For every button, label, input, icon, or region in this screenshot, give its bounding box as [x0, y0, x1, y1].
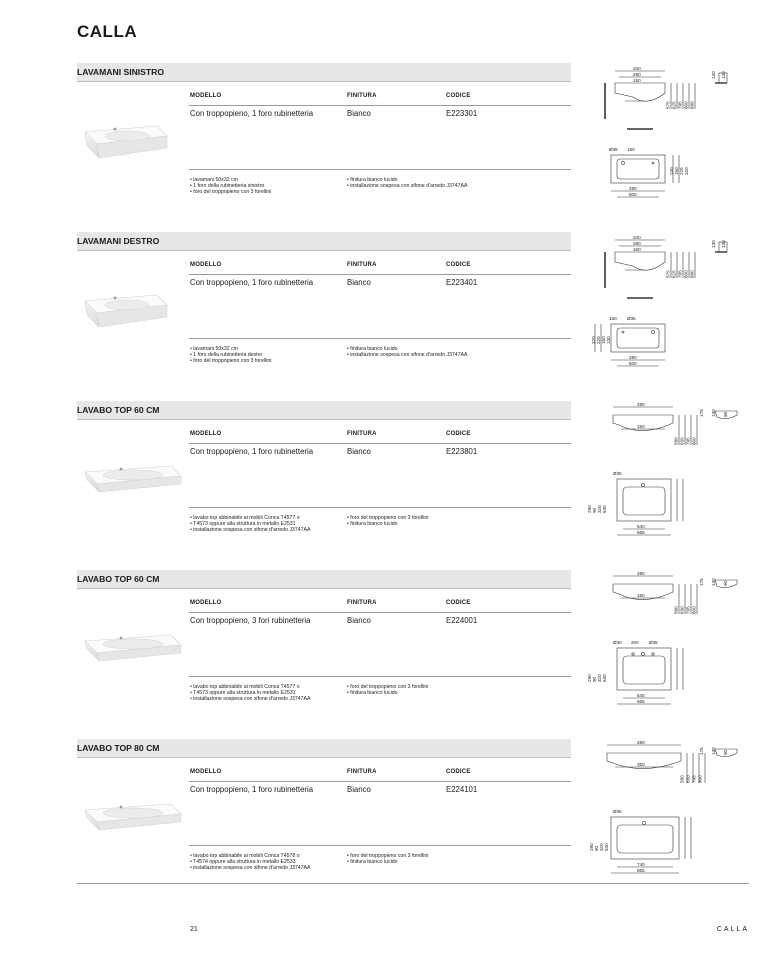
svg-text:150: 150 — [601, 336, 606, 344]
section-header — [77, 739, 571, 758]
svg-text:795: 795 — [677, 101, 683, 109]
finish-value: Bianco — [347, 785, 371, 794]
model-value: Con troppopieno, 3 fori rubinetteria — [190, 616, 311, 625]
notes-left — [190, 177, 271, 196]
basin-image — [81, 287, 183, 339]
svg-text:630: 630 — [685, 775, 691, 783]
footer-brand: CALLA — [716, 926, 749, 933]
notes-divider — [189, 676, 571, 677]
note-item: • T4573 oppure alla struttura in metallo E2531 — [190, 690, 310, 696]
product-section — [77, 570, 749, 735]
svg-text:665: 665 — [637, 699, 645, 704]
section-header — [77, 401, 571, 420]
svg-text:130: 130 — [711, 240, 716, 248]
notes-right — [347, 684, 428, 696]
note-item: • installazione sospesa con sifone d'arredo J3747AA — [190, 865, 310, 871]
technical-drawing — [587, 401, 747, 551]
note-item: • lavabo top abbinabile ai mobili Conca T4578 o — [190, 853, 310, 859]
notes-divider — [189, 507, 571, 508]
svg-text:320: 320 — [597, 674, 602, 682]
svg-text:130: 130 — [669, 167, 674, 175]
finish-value: Bianco — [347, 447, 371, 456]
svg-text:280: 280 — [629, 186, 637, 191]
column-finish-header: FINITURA — [347, 600, 377, 606]
model-value: Con troppopieno, 1 foro rubinetteria — [190, 785, 314, 794]
svg-text:290: 290 — [587, 505, 592, 513]
svg-text:340: 340 — [633, 235, 641, 240]
svg-text:795: 795 — [691, 775, 697, 783]
code-value: E223401 — [446, 278, 478, 287]
note-item: • lavamani 50x32 cm — [190, 346, 271, 352]
svg-text:740: 740 — [637, 862, 645, 867]
note-item: • foro del troppopieno con 3 forellini — [347, 684, 428, 690]
column-code-header: CODICE — [446, 769, 471, 775]
svg-text:130: 130 — [721, 240, 726, 248]
note-item: • installazione sospesa con sifone d'arredo J3747AA — [347, 352, 467, 358]
svg-text:225: 225 — [596, 336, 601, 344]
column-code-header: CODICE — [446, 262, 471, 268]
code-value: E224001 — [446, 616, 478, 625]
note-item: • T4573 oppure alla struttura in metallo E2531 — [190, 521, 310, 527]
svg-text:320: 320 — [599, 843, 604, 851]
drawing-panel — [587, 570, 747, 725]
svg-text:90: 90 — [594, 845, 599, 851]
finish-value: Bianco — [347, 616, 371, 625]
section-header — [77, 570, 571, 589]
svg-text:540: 540 — [602, 674, 607, 682]
svg-text:500: 500 — [629, 361, 637, 366]
technical-drawing — [587, 232, 747, 382]
svg-text:175: 175 — [699, 578, 704, 586]
notes-right — [347, 177, 467, 189]
product-thumbnail — [81, 623, 183, 675]
svg-text:280: 280 — [633, 241, 641, 246]
code-value: E223301 — [446, 109, 478, 118]
product-thumbnail — [81, 287, 183, 339]
section-header — [77, 232, 571, 251]
column-code-header: CODICE — [446, 431, 471, 437]
note-item: • lavabo top abbinabile ai mobili Conca T4577 o — [190, 684, 310, 690]
svg-text:350: 350 — [637, 762, 645, 767]
basin-image — [81, 792, 183, 844]
finish-value: Bianco — [347, 109, 371, 118]
svg-text:795: 795 — [685, 606, 691, 614]
svg-text:625: 625 — [671, 270, 677, 278]
notes-right — [347, 515, 428, 527]
notes-right — [347, 853, 428, 865]
note-item: • finitura bianco lucido — [347, 690, 428, 696]
svg-text:Ø35: Ø35 — [609, 147, 618, 152]
note-item: • finitura bianco lucido — [347, 521, 428, 527]
note-item: • installazione sospesa con sifone d'arredo J3747AA — [190, 527, 310, 533]
section-title: LAVAMANI DESTRO — [77, 236, 160, 246]
svg-text:225: 225 — [679, 167, 684, 175]
notes-left — [190, 853, 310, 872]
svg-text:280: 280 — [637, 740, 645, 745]
column-code-header: CODICE — [446, 600, 471, 606]
svg-text:800: 800 — [683, 101, 689, 109]
svg-text:130: 130 — [711, 71, 716, 79]
section-title: LAVABO TOP 60 CM — [77, 405, 160, 415]
note-item: • lavamani 50x32 cm — [190, 177, 271, 183]
column-code-header: CODICE — [446, 93, 471, 99]
svg-text:800: 800 — [691, 606, 697, 614]
svg-text:575: 575 — [665, 270, 671, 278]
product-section — [77, 401, 749, 566]
note-item: • foro del troppopieno con 3 forellini — [190, 358, 271, 364]
notes-divider — [189, 845, 571, 846]
basin-image — [81, 118, 183, 170]
svg-text:280: 280 — [637, 402, 645, 407]
note-item: • 1 foro della rubinetteria sinistro — [190, 183, 271, 189]
notes-left — [190, 346, 271, 365]
page-number: 21 — [190, 926, 198, 933]
technical-drawing — [587, 570, 747, 720]
note-item: • foro del troppopieno con 3 forellini — [347, 515, 428, 521]
svg-text:890: 890 — [689, 270, 695, 278]
svg-text:340: 340 — [633, 66, 641, 71]
svg-text:130: 130 — [711, 578, 716, 586]
svg-text:575: 575 — [665, 101, 671, 109]
basin-image — [81, 454, 183, 506]
column-model-header: MODELLO — [190, 600, 222, 606]
note-item: • installazione sospesa con sifone d'arredo J3747AA — [190, 696, 310, 702]
svg-text:890: 890 — [689, 101, 695, 109]
header-divider — [189, 274, 571, 275]
svg-text:580: 580 — [673, 437, 679, 445]
drawing-panel — [587, 63, 747, 218]
section-title: LAVABO TOP 60 CM — [77, 574, 160, 584]
svg-text:630: 630 — [679, 606, 685, 614]
page-title: CALLA — [77, 22, 138, 41]
note-item: • lavabo top abbinabile ai mobili Conca T4577 o — [190, 515, 310, 521]
note-item: • foro del troppopieno con 3 forellini — [347, 853, 428, 859]
svg-text:290: 290 — [587, 674, 592, 682]
svg-text:540: 540 — [602, 505, 607, 513]
drawing-panel — [587, 739, 747, 894]
column-model-header: MODELLO — [190, 93, 222, 99]
section-header — [77, 63, 571, 82]
svg-text:800: 800 — [691, 437, 697, 445]
svg-text:175: 175 — [699, 409, 704, 417]
svg-text:580: 580 — [679, 775, 685, 783]
svg-text:500: 500 — [629, 192, 637, 197]
svg-text:280: 280 — [629, 355, 637, 360]
svg-text:Ø35: Ø35 — [613, 809, 622, 814]
svg-text:280: 280 — [637, 571, 645, 576]
svg-text:320: 320 — [684, 167, 689, 175]
svg-text:795: 795 — [677, 270, 683, 278]
svg-text:540: 540 — [637, 693, 645, 698]
svg-text:800: 800 — [683, 270, 689, 278]
svg-text:180: 180 — [627, 147, 635, 152]
svg-text:320: 320 — [597, 505, 602, 513]
bottom-divider — [77, 883, 749, 884]
svg-text:175: 175 — [699, 747, 704, 755]
svg-text:150: 150 — [637, 424, 645, 429]
svg-text:540: 540 — [637, 524, 645, 529]
column-finish-header: FINITURA — [347, 769, 377, 775]
svg-text:795: 795 — [685, 437, 691, 445]
product-section — [77, 232, 749, 397]
svg-text:630: 630 — [679, 437, 685, 445]
notes-left — [190, 684, 310, 703]
svg-text:580: 580 — [673, 606, 679, 614]
column-model-header: MODELLO — [190, 431, 222, 437]
header-divider — [189, 443, 571, 444]
column-model-header: MODELLO — [190, 769, 222, 775]
basin-image — [81, 623, 183, 675]
svg-text:150: 150 — [633, 78, 641, 83]
svg-text:180: 180 — [609, 316, 617, 321]
column-model-header: MODELLO — [190, 262, 222, 268]
code-value: E223801 — [446, 447, 478, 456]
svg-text:320: 320 — [591, 336, 596, 344]
notes-divider — [189, 169, 571, 170]
svg-text:90: 90 — [592, 507, 597, 513]
note-item: • finitura bianco lucido — [347, 177, 467, 183]
svg-text:90: 90 — [723, 411, 728, 417]
note-item: • T4574 oppure alla struttura in metallo E2533 — [190, 859, 310, 865]
svg-text:200: 200 — [631, 640, 639, 645]
svg-text:90: 90 — [723, 580, 728, 586]
note-item: • installazione sospesa con sifone d'arredo J3747AA — [347, 183, 467, 189]
svg-text:150: 150 — [674, 167, 679, 175]
svg-text:800: 800 — [697, 775, 703, 783]
svg-text:Ø35: Ø35 — [627, 316, 636, 321]
note-item: • finitura bianco lucido — [347, 859, 428, 865]
notes-right — [347, 346, 467, 358]
svg-text:665: 665 — [637, 530, 645, 535]
svg-text:150: 150 — [637, 593, 645, 598]
svg-text:865: 865 — [637, 868, 645, 873]
product-thumbnail — [81, 792, 183, 844]
section-title: LAVAMANI SINISTRO — [77, 67, 165, 77]
note-item: • foro del troppopieno con 3 forellini — [190, 189, 271, 195]
technical-drawing — [587, 739, 747, 889]
header-divider — [189, 612, 571, 613]
code-value: E224101 — [446, 785, 478, 794]
svg-text:130: 130 — [606, 336, 611, 344]
svg-text:130: 130 — [711, 409, 716, 417]
svg-text:150: 150 — [633, 247, 641, 252]
svg-text:90: 90 — [723, 749, 728, 755]
column-finish-header: FINITURA — [347, 93, 377, 99]
svg-text:290: 290 — [589, 843, 594, 851]
section-title: LAVABO TOP 80 CM — [77, 743, 160, 753]
product-thumbnail — [81, 454, 183, 506]
svg-text:Ø30: Ø30 — [613, 640, 622, 645]
header-divider — [189, 781, 571, 782]
model-value: Con troppopieno, 1 foro rubinetteria — [190, 109, 314, 118]
svg-text:130: 130 — [721, 71, 726, 79]
note-item: • finitura bianco lucido — [347, 346, 467, 352]
svg-text:130: 130 — [711, 747, 716, 755]
model-value: Con troppopieno, 1 foro rubinetteria — [190, 447, 314, 456]
technical-drawing — [587, 63, 747, 213]
column-finish-header: FINITURA — [347, 262, 377, 268]
product-section — [77, 63, 749, 228]
model-value: Con troppopieno, 1 foro rubinetteria — [190, 278, 314, 287]
notes-left — [190, 515, 310, 534]
notes-divider — [189, 338, 571, 339]
note-item: • 1 foro della rubinetteria destro — [190, 352, 271, 358]
product-section — [77, 739, 749, 904]
svg-text:90: 90 — [592, 676, 597, 682]
drawing-panel — [587, 232, 747, 387]
svg-text:625: 625 — [671, 101, 677, 109]
finish-value: Bianco — [347, 278, 371, 287]
svg-text:280: 280 — [633, 72, 641, 77]
svg-text:Ø35: Ø35 — [613, 471, 622, 476]
drawing-panel — [587, 401, 747, 556]
product-thumbnail — [81, 118, 183, 170]
svg-text:540: 540 — [604, 843, 609, 851]
svg-text:Ø35: Ø35 — [649, 640, 658, 645]
column-finish-header: FINITURA — [347, 431, 377, 437]
header-divider — [189, 105, 571, 106]
